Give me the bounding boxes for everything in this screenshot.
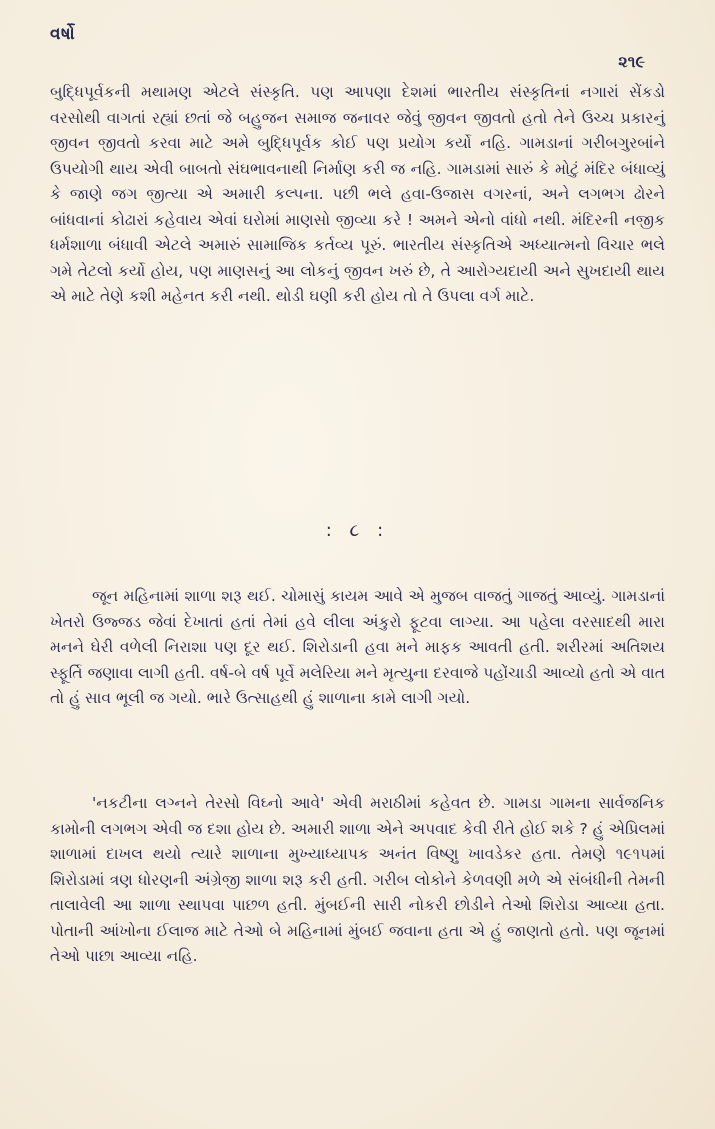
paragraph-2: જૂન મહિનામાં શાળા શરૂ થઈ. ચોમાસું કાયમ આવે એ મુજબ વાજતું ગાજતું આવ્યું. ગામડાનાં ખેતરો ઉજ્જડ જેવાં દેખાતાં હતાં તેમાં હવે લીલા અંકુરો ફૂટવા લાગ્યા. આ પહેલા વરસાદથી મારા મનને ઘેરી વળેલી નિરાશા પણ દૂર થઈ. શિરોડાની હવા મને માફક આવતી હતી. શરીરમાં અતિશય સ્ફૂર્તિ જણાવા લાગી હતી. વર્ષ-બે વર્ષ પૂર્વે મલેરિયા મને મૃત્યુના દરવાજે પહોંચાડી આવ્યો હતો એ વાત તો હું સાવ ભૂલી જ ગયો. ભારે ઉત્સાહથી હું શાળાના કામે લાગી ગયો.	[50, 587, 665, 707]
paragraph-3: 'નકટીના લગ્નને તેરસો વિઘ્નો આવે' એવી મરાઠીમાં કહેવત છે. ગામડા ગામના સાર્વજનિક કામોની લગભગ એવી જ દશા હોય છે. અમારી શાળા એને અપવાદ કેવી રીતે હોઈ શકે ? હું એપ્રિલમાં શાળામાં દાખલ થયો ત્યારે શાળાના મુખ્યાધ્યાપક અનંત વિષ્ણુ ખાવડેકર હતા. તેમણે ૧૯૧૫માં શિરોડામાં ત્રણ ધોરણની અંગ્રેજી શાળા શરૂ કરી હતી. ગરીબ લોકોને કેળવણી મળે એ સંબંધીની તેમની તાલાવેલી આ શાળા સ્થાપવા પાછળ હતી. મુંબઈની સારી નોકરી છોડીને તેઓ શિરોડા આવ્યા હતા. પોતાની આંખોના ઈલાજ માટે તેઓ બે મહિનામાં મુંબઈ જવાના હતા એ હું જાણતો હતો. પણ જૂનમાં તેઓ પાછા આવ્યા નહિ.	[50, 794, 665, 965]
chapter-divider: : ૮ :	[325, 520, 390, 541]
paragraph-1: બુદ્ધિપૂર્વકની મથામણ એટલે સંસ્કૃતિ. પણ આપણા દેશમાં ભારતીય સંસ્કૃતિનાં નગારાં સેંકડો વરસોથી વાગતાં રહ્યાં છતાં જે બહુજન સમાજ જનાવર જેવું જીવન જીવતો હતો તેને ઉચ્ચ પ્રકારનું જીવન જીવતો કરવા માટે અમે બુદ્ધિપૂર્વક કોઈ પણ પ્રયોગ કર્યો નહિ. ગામડાનાં ગરીબગુરબાંને ઉપયોગી થાય એવી બાબતો સંઘભાવનાથી નિર્માણ કરી જ નહિ. ગામડામાં સારું કે મોટું મંદિર બંધાવ્યું કે જાણે જગ જીત્યા એ અમારી કલ્પના. પછી ભલે હવા-ઉજાસ વગરનાં, અને લગભગ ઢોરને બાંધવાનાં કોઢારાં કહેવાય એવાં ઘરોમાં માણસો જીવ્યા કરે ! અમને એનો વાંધો નથી. મંદિરની નજીક ધર્મશાળા બંધાવી એટલે અમારું સામાજિક કર્તવ્ય પૂરું. ભારતીય સંસ્કૃતિએ અધ્યાત્મનો વિચાર ભલે ગમે તેટલો કર્યો હોય, પણ માણસનું આ લોકનું જીવન ખરું છે, તે આરોગ્યદાયી અને સુખદાયી થાય એ માટે તેણે કશી મહેનત કરી નથી. થોડી ઘણી કરી હોય તો તે ઉપલા વર્ગ માટે.	[50, 83, 665, 305]
page-number: ૨૧૯	[618, 52, 645, 71]
running-header: વર્ષો	[50, 24, 76, 44]
